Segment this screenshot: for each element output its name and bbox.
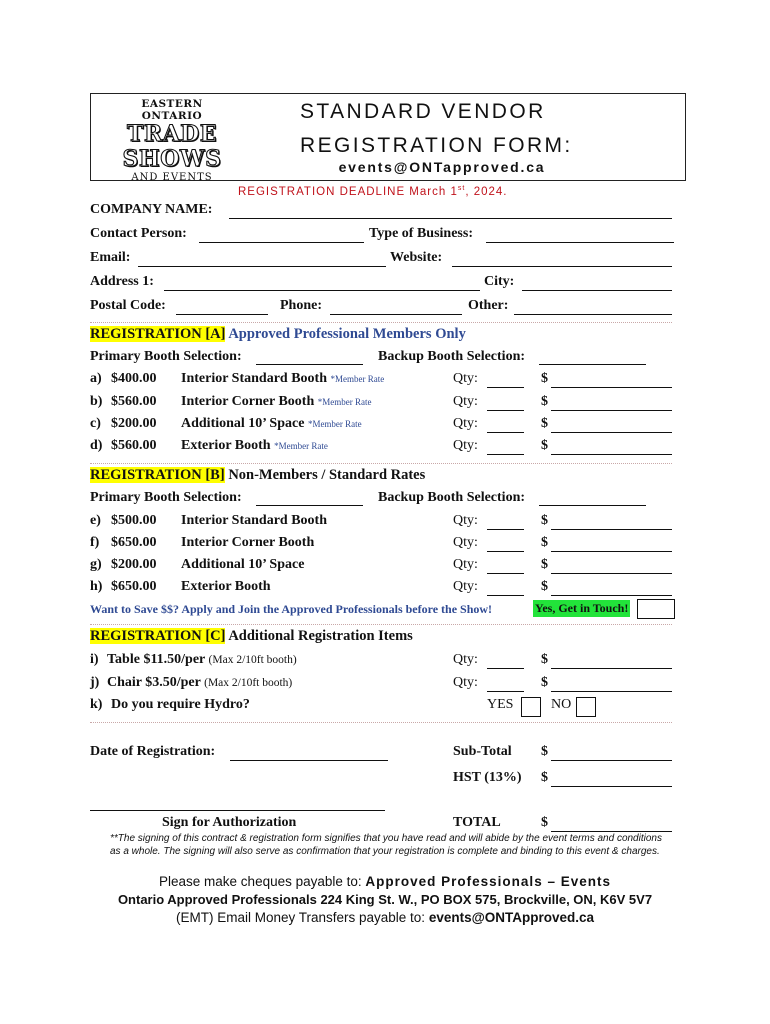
backup-booth-label-b: Backup Booth Selection: — [378, 490, 526, 505]
hydro-yes-checkbox[interactable] — [521, 697, 541, 717]
amount-field[interactable] — [551, 529, 672, 530]
dollar-sign: $ — [541, 438, 548, 453]
contact-person-label: Contact Person: — [90, 226, 187, 241]
dollar-sign: $ — [541, 744, 548, 759]
section-c-heading: REGISTRATION [C] Additional Registration Items — [90, 628, 413, 644]
website-label: Website: — [390, 250, 443, 265]
qty-field[interactable] — [487, 529, 524, 530]
amount-field[interactable] — [551, 387, 672, 388]
amount-field[interactable] — [551, 454, 672, 455]
subtotal-field[interactable] — [551, 760, 672, 761]
dollar-sign: $ — [541, 815, 548, 830]
item-name: Additional 10’ Space — [181, 557, 305, 572]
city-field[interactable] — [522, 290, 672, 291]
item-name: Interior Corner Booth *Member Rate — [181, 394, 372, 409]
item-name: Chair $3.50/per (Max 2/10ft booth) — [107, 675, 293, 690]
qty-field[interactable] — [487, 668, 524, 669]
qty-label: Qty: — [453, 438, 478, 453]
item-price: $650.00 — [111, 535, 157, 550]
qty-field[interactable] — [487, 551, 524, 552]
section-divider — [90, 322, 672, 323]
item-letter: e) — [90, 513, 101, 528]
qty-label: Qty: — [453, 535, 478, 550]
mailing-address: Ontario Approved Professionals 224 King St. W., PO BOX 575, Brockville, ON, K6V 5V7 — [117, 892, 653, 907]
qty-field[interactable] — [487, 595, 524, 596]
logo-top-text: EASTERN ONTARIO — [141, 98, 203, 122]
item-price: $560.00 — [111, 438, 157, 453]
qty-label: Qty: — [453, 579, 478, 594]
website-field[interactable] — [452, 266, 672, 267]
section-divider — [90, 463, 672, 464]
item-price: $650.00 — [111, 579, 157, 594]
item-name: Exterior Booth — [181, 579, 271, 594]
item-name: Table $11.50/per (Max 2/10ft booth) — [107, 652, 297, 667]
dollar-sign: $ — [541, 652, 548, 667]
section-b-heading: REGISTRATION [B] Non-Members / Standard Rates — [90, 467, 426, 483]
qty-field[interactable] — [487, 454, 524, 455]
dollar-sign: $ — [541, 770, 548, 785]
item-letter: g) — [90, 557, 102, 572]
company-name-label: COMPANY NAME: — [90, 202, 213, 217]
address-label: Address 1: — [90, 274, 154, 289]
dollar-sign: $ — [541, 557, 548, 572]
item-name: Interior Standard Booth *Member Rate — [181, 371, 385, 386]
signature-field[interactable] — [90, 810, 385, 811]
item-letter: k) — [90, 697, 103, 712]
type-of-business-label: Type of Business: — [369, 226, 473, 241]
qty-field[interactable] — [487, 432, 524, 433]
contact-person-field[interactable] — [199, 242, 364, 243]
form-title-line2: REGISTRATION FORM: — [300, 134, 573, 157]
dollar-sign: $ — [541, 535, 548, 550]
item-price: $560.00 — [111, 394, 157, 409]
dollar-sign: $ — [541, 394, 548, 409]
qty-label: Qty: — [453, 513, 478, 528]
amount-field[interactable] — [551, 691, 672, 692]
item-letter: j) — [90, 675, 100, 690]
section-divider — [90, 722, 672, 723]
type-of-business-field[interactable] — [486, 242, 674, 243]
primary-booth-field-b[interactable] — [256, 505, 363, 506]
sign-for-authorization-label: Sign for Authorization — [162, 815, 297, 830]
item-letter: f) — [90, 535, 100, 550]
qty-field[interactable] — [487, 387, 524, 388]
qty-label: Qty: — [453, 394, 478, 409]
backup-booth-field-b[interactable] — [539, 505, 646, 506]
postal-code-field[interactable] — [176, 314, 268, 315]
subtotal-label: Sub-Total — [453, 744, 512, 759]
qty-label: Qty: — [453, 675, 478, 690]
hydro-yes-label: YES — [487, 697, 514, 712]
email-field[interactable] — [138, 266, 386, 267]
backup-booth-label-a: Backup Booth Selection: — [378, 349, 526, 364]
header-email: events@ONTapproved.ca — [338, 159, 546, 175]
backup-booth-field-a[interactable] — [539, 364, 646, 365]
logo-bottom-text: AND EVENTS — [131, 172, 213, 183]
item-name: Additional 10’ Space *Member Rate — [181, 416, 362, 431]
item-letter: c) — [90, 416, 101, 431]
item-letter: h) — [90, 579, 103, 594]
date-of-registration-label: Date of Registration: — [90, 744, 216, 759]
amount-field[interactable] — [551, 432, 672, 433]
qty-label: Qty: — [453, 557, 478, 572]
get-in-touch-label: Yes, Get in Touch! — [535, 601, 629, 615]
item-letter: d) — [90, 438, 103, 453]
item-price: $200.00 — [111, 557, 157, 572]
item-letter: b) — [90, 394, 103, 409]
item-name: Do you require Hydro? — [111, 697, 250, 712]
cheques-payable-line: Please make cheques payable to: Approved Professionals – Events — [159, 874, 611, 889]
hydro-no-checkbox[interactable] — [576, 697, 596, 717]
item-name: Exterior Booth *Member Rate — [181, 438, 328, 453]
date-of-registration-field[interactable] — [230, 760, 388, 761]
item-letter: a) — [90, 371, 102, 386]
amount-field[interactable] — [551, 595, 672, 596]
dollar-sign: $ — [541, 579, 548, 594]
primary-booth-label-a: Primary Booth Selection: — [90, 349, 242, 364]
section-divider — [90, 624, 672, 625]
dollar-sign: $ — [541, 416, 548, 431]
postal-code-label: Postal Code: — [90, 298, 166, 313]
qty-field[interactable] — [487, 691, 524, 692]
dollar-sign: $ — [541, 675, 548, 690]
other-field[interactable] — [514, 314, 672, 315]
amount-field[interactable] — [551, 573, 672, 574]
phone-label: Phone: — [280, 298, 322, 313]
hst-field[interactable] — [551, 786, 672, 787]
phone-field[interactable] — [330, 314, 462, 315]
primary-booth-field-a[interactable] — [256, 364, 363, 365]
other-label: Other: — [468, 298, 509, 313]
hst-label: HST (13%) — [453, 770, 522, 785]
qty-field[interactable] — [487, 573, 524, 574]
dollar-sign: $ — [541, 371, 548, 386]
terms-footnote: **The signing of this contract & registration form signifies that you have read and will abide by the event terms and conditions as a whole. The signing will also serve as confirmation that your registration is complete and binding to this event & charges. — [110, 833, 662, 857]
company-name-field[interactable] — [229, 218, 672, 219]
amount-field[interactable] — [551, 410, 672, 411]
emt-payable-line: (EMT) Email Money Transfers payable to: events@ONTApproved.ca — [175, 910, 595, 925]
city-label: City: — [484, 274, 515, 289]
eastern-ontario-trade-shows-logo — [112, 98, 232, 183]
qty-label: Qty: — [453, 652, 478, 667]
registration-deadline: REGISTRATION DEADLINE March 1st, 2024. — [238, 185, 508, 198]
qty-field[interactable] — [487, 410, 524, 411]
logo-trade-text: TRADE — [126, 121, 218, 147]
membership-promo-text: Want to Save $$? Apply and Join the Approved Professionals before the Show! — [90, 602, 493, 616]
form-title-line1: STANDARD VENDOR — [300, 100, 546, 123]
primary-booth-label-b: Primary Booth Selection: — [90, 490, 242, 505]
item-name: Interior Standard Booth — [181, 513, 327, 528]
total-label: TOTAL — [453, 815, 501, 830]
item-price: $200.00 — [111, 416, 157, 431]
get-in-touch-checkbox[interactable] — [637, 599, 675, 619]
logo-shows-text: SHOWS — [122, 146, 222, 172]
item-price: $400.00 — [111, 371, 157, 386]
qty-label: Qty: — [453, 416, 478, 431]
amount-field[interactable] — [551, 551, 672, 552]
item-name: Interior Corner Booth — [181, 535, 315, 550]
qty-label: Qty: — [453, 371, 478, 386]
section-a-heading: REGISTRATION [A] Approved Professional Members Only — [90, 326, 466, 342]
item-price: $500.00 — [111, 513, 157, 528]
hydro-no-label: NO — [551, 697, 572, 712]
email-label: Email: — [90, 250, 131, 265]
dollar-sign: $ — [541, 513, 548, 528]
item-letter: i) — [90, 652, 99, 667]
amount-field[interactable] — [551, 668, 672, 669]
address-field[interactable] — [164, 290, 480, 291]
